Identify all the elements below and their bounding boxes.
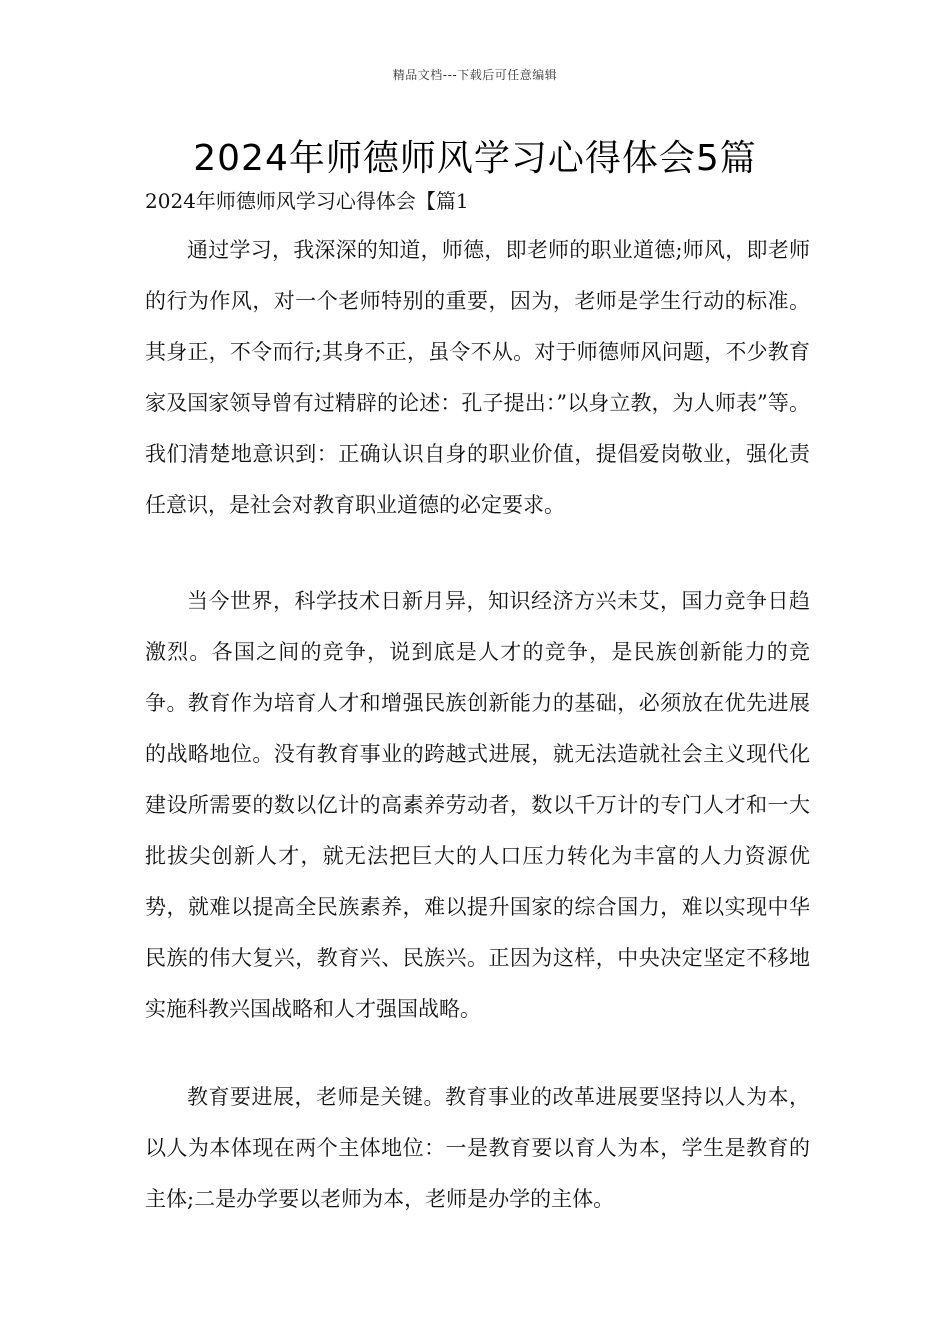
document-title: 2024年师德师风学习心得体会5篇: [193, 138, 757, 179]
paragraph-2: 当今世界，科学技术日新月异，知识经济方兴未艾，国力竞争日趋激烈。各国之间的竞争，说到底是人才的竞争，是民族创新能力的竞争。教育作为培育人才和增强民族创新能力的基础，必须放在优先进展的战略地位。没有教育事业的跨越式进展，就无法造就社会主义现代化建设所需要的数以亿计的高素养劳动者，数以千万计的专门人才和一大批拔尖创新人才，就无法把巨大的人口压力转化为丰富的人力资源优势，就难以提高全民族素养，难以提升国家的综合国力，难以实现中华民族的伟大复兴，教育兴、民族兴。正因为这样，中央决定坚定不移地实施科教兴国战略和人才强国战略。: [145, 589, 810, 1021]
header-note: 精品文档---下载后可任意编辑: [392, 68, 558, 82]
paragraph-1: 通过学习，我深深的知道，师德，即老师的职业道德;师风，即老师的行为作风，对一个老师特别的重要，因为，老师是学生行动的标准。其身正，不令而行;其身不正，虽令不从。对于师德师风问题，不少教育家及国家领导曾有过精辟的论述：孔子提出：”以身立教，为人师表”等。我们清楚地意识到：正确认识自身的职业价值，提倡爱岗敬业，强化责任意识，是社会对教育职业道德的必定要求。: [145, 238, 810, 517]
section-heading: 2024年师德师风学习心得体会【篇1: [145, 189, 469, 213]
paragraph-3: 教育要进展，老师是关键。教育事业的改革进展要坚持以人为本，以人为本体现在两个主体地位：一是教育要以育人为本，学生是教育的主体;二是办学要以老师为本，老师是办学的主体。: [145, 1085, 810, 1211]
